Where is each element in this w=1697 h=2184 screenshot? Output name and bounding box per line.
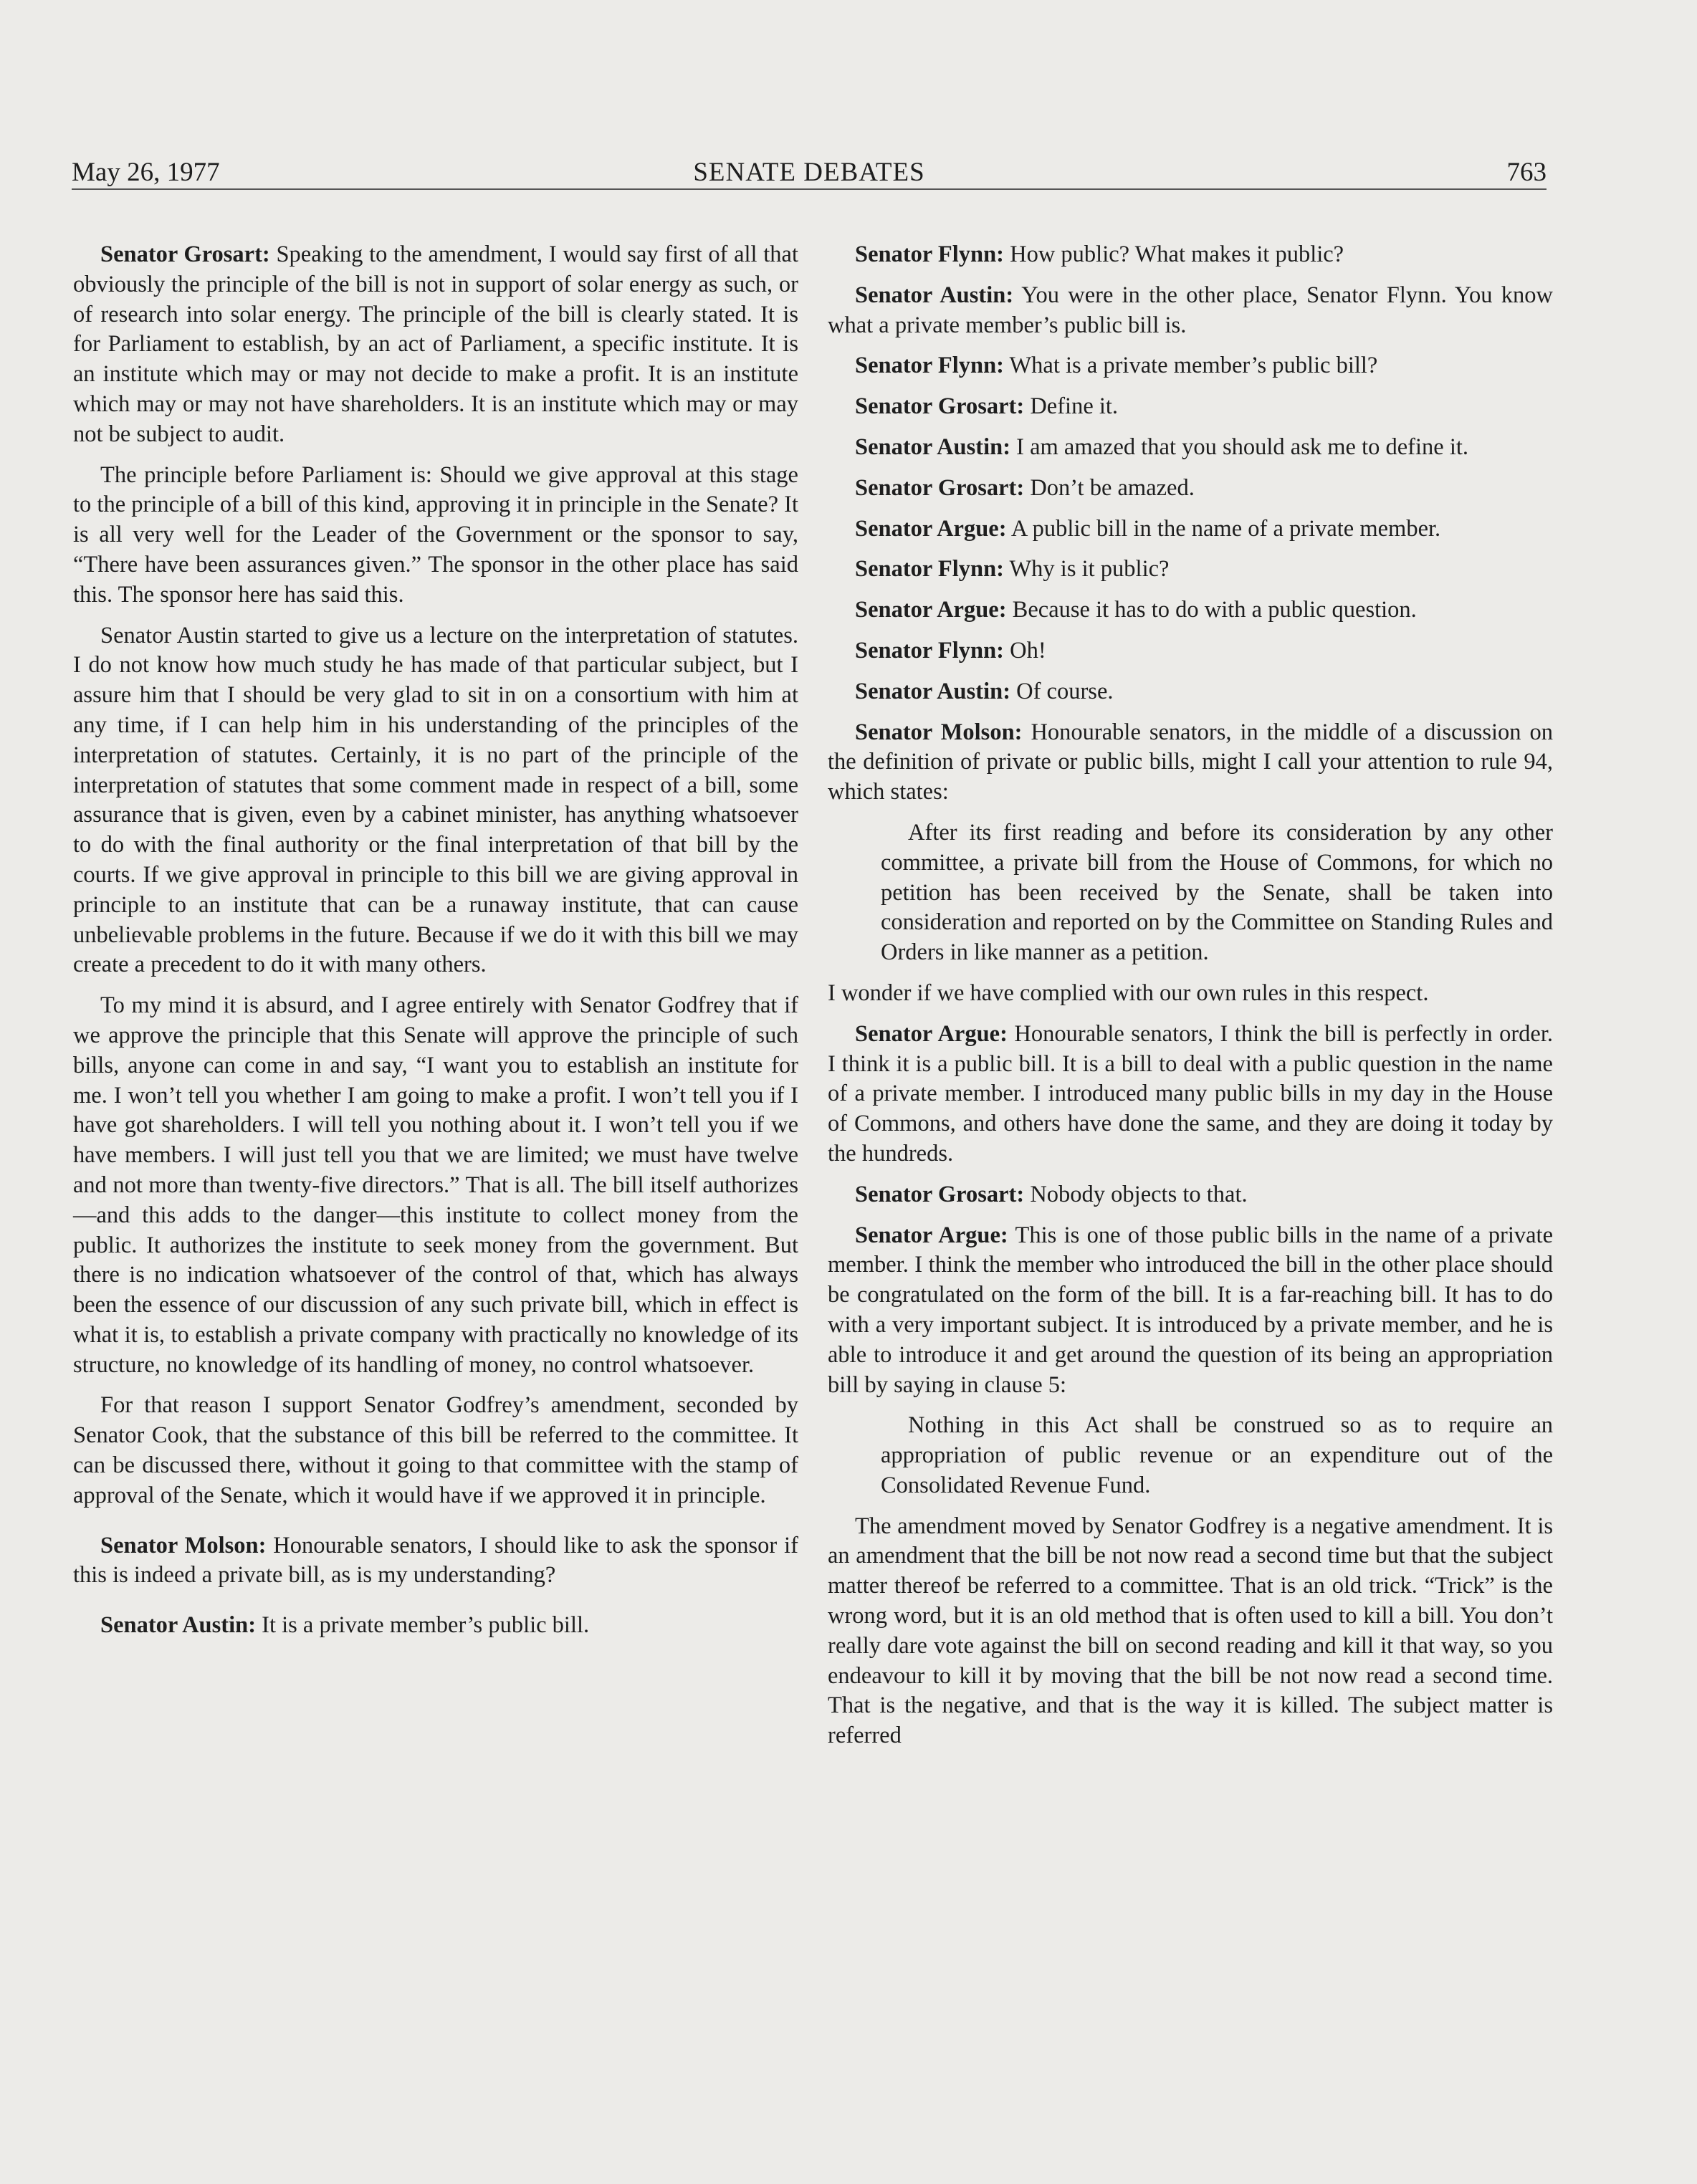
paragraph: The principle before Parliament is: Should we give approval at this stage to the principle of a bill of this kind, approving it in principle in the Senate? It is all very well for the Leader of the Government or the sponsor to say, “There have been assurances given.” The sponsor in the other place has said this. The sponsor here has said this. bbox=[73, 461, 798, 608]
speech-text: You were in the other place, Senator Flynn. You know what a private member’s public bill is. bbox=[828, 282, 1553, 338]
paragraph bbox=[73, 1611, 798, 1641]
speech-text: Why is it public? bbox=[1003, 556, 1170, 583]
left-column bbox=[73, 240, 798, 1652]
speaker-name: Senator Austin: bbox=[855, 282, 1014, 308]
block-quote: After its first reading and before its consideration by any other committee, a private bill from the House of Commons, for which no petition has been received by the Senate, shall be taken into consideration and reported on by the Committee on Standing Rules and Orders in like manner as a petition. bbox=[881, 819, 1553, 966]
paragraph bbox=[828, 555, 1553, 585]
paragraph bbox=[828, 1020, 1553, 1169]
paragraph bbox=[828, 636, 1553, 666]
paragraph bbox=[828, 1180, 1553, 1210]
speaker-name: Senator Austin: bbox=[855, 434, 1011, 460]
speech-text: I am amazed that you should ask me to define it. bbox=[1010, 434, 1469, 460]
speech-text: Honourable senators, I should like to ask the sponsor if this is indeed a private bill, as is my understanding? bbox=[73, 1532, 798, 1589]
paragraph: I wonder if we have complied with our own rules in this respect. bbox=[828, 980, 1429, 1006]
paragraph bbox=[828, 281, 1553, 341]
speaker-name: Senator Argue: bbox=[855, 515, 1007, 542]
speaker-name: Senator Argue: bbox=[855, 597, 1007, 623]
speech-text: Don’t be amazed. bbox=[1024, 474, 1195, 501]
speech-text: A public bill in the name of a private member. bbox=[1006, 515, 1441, 542]
header-date: May 26, 1977 bbox=[72, 158, 220, 187]
paragraph bbox=[828, 474, 1553, 504]
speech-text: Because it has to do with a public question. bbox=[1006, 597, 1417, 623]
paragraph bbox=[828, 433, 1553, 463]
speaker-name: Senator Molson: bbox=[855, 719, 1023, 745]
speech-text: Honourable senators, I think the bill is perfectly in order. I think it is a public bill. It is a bill to deal with a public question in the name of a private member. I introduced many public bills in my day in the House of Commons, and others have done the same, and they are doing it today by the hundreds. bbox=[828, 1020, 1553, 1167]
speech-text: Oh! bbox=[1003, 637, 1046, 664]
speaker-name: Senator Flynn: bbox=[855, 241, 1004, 267]
speaker-name: Senator Flynn: bbox=[855, 353, 1004, 379]
speaker-name: Senator Molson: bbox=[100, 1532, 267, 1558]
speech-text: What is a private member’s public bill? bbox=[1003, 353, 1378, 379]
speech-text: It is a private member’s public bill. bbox=[256, 1612, 590, 1639]
paragraph: The amendment moved by Senator Godfrey is a negative amendment. It is an amendment that the bill be not now read a second time but that the subject matter thereof be referred to a committee. That is an old trick. “Trick” is the wrong word, but it is an old method that is often used to kill a bill. You don’t really dare vote against the bill on second reading and kill it that way, so you endeavour to kill it by moving that the bill be not now read a second time. That is the negative, and that is the way it is killed. The subject matter is referred bbox=[828, 1513, 1553, 1749]
speaker-name: Senator Austin: bbox=[855, 678, 1011, 704]
paragraph bbox=[73, 1531, 798, 1591]
paragraph bbox=[828, 392, 1553, 422]
page-header bbox=[72, 153, 1547, 190]
speech-text: How public? What makes it public? bbox=[1003, 241, 1344, 267]
speaker-name: Senator Flynn: bbox=[855, 556, 1004, 583]
speaker-name: Senator Grosart: bbox=[855, 474, 1025, 501]
paragraph bbox=[828, 351, 1553, 381]
speaker-name: Senator Grosart: bbox=[100, 241, 270, 267]
block-quote: Nothing in this Act shall be construed so as to require an appropriation of public revenue or an expenditure out of the Consolidated Revenue Fund. bbox=[881, 1412, 1553, 1498]
page-number: 763 bbox=[1506, 158, 1547, 187]
paragraph bbox=[828, 514, 1553, 545]
header-title: SENATE DEBATES bbox=[693, 158, 925, 187]
speaker-name: Senator Argue: bbox=[855, 1222, 1008, 1248]
speaker-name: Senator Flynn: bbox=[855, 637, 1004, 664]
right-column bbox=[828, 240, 1553, 1762]
paragraph bbox=[828, 677, 1553, 707]
paragraph bbox=[73, 240, 798, 450]
speech-text: Speaking to the amendment, I would say first of all that obviously the principle of the bill is not in support of solar energy as such, or of research into solar energy. The principle of the bill is clearly stated. It is for Parliament to establish, by an act of Parliament, a specific institute. It is an institute which may or may not decide to make a profit. It is an institute which may or may not have shareholders. It is an institute which may or may not be subject to audit. bbox=[73, 241, 799, 447]
speech-text: Honourable senators, in the middle of a discussion on the definition of private or public bills, might I call your attention to rule 94, which states: bbox=[828, 719, 1553, 805]
speech-text: Of course. bbox=[1010, 678, 1114, 704]
speech-text: Nobody objects to that. bbox=[1024, 1181, 1248, 1207]
speaker-name: Senator Austin: bbox=[100, 1612, 257, 1639]
speech-text: This is one of those public bills in the name of a private member. I think the member who introduced the bill in the other place should be congratulated on the form of the bill. It is a far-reaching bill. It has to do with a very important subject. It is introduced by a private member, and he is able to introduce it and get around the question of its being an appropriation bill by saying in clause 5: bbox=[828, 1222, 1553, 1398]
speaker-name: Senator Argue: bbox=[855, 1020, 1008, 1047]
paragraph bbox=[828, 718, 1553, 808]
paragraph bbox=[828, 595, 1553, 626]
paragraph: To my mind it is absurd, and I agree entirely with Senator Godfrey that if we approve the principle that this Senate will approve the principle of such bills, anyone can come in and say, “I want you to establish an institute for me. I won’t tell you whether I am going to make a profit. I won’t tell you if I have got shareholders. I will tell you nothing about it. I won’t tell you if we have members. I will just tell you that we are limited; we must have twelve and not more than twenty-five directors.” That is all. The bill itself authorizes—and this adds to the danger—this institute to collect money from the public. It authorizes the institute to seek money from the government. But there is no indication whatsoever of the control of that, which has always been the essence of our discussion of any such private bill, which in effect is what it is, to establish a private company with practically no knowledge of its structure, no knowledge of its handling of money, no control whatsoever. bbox=[73, 992, 798, 1378]
paragraph: Senator Austin started to give us a lecture on the interpretation of statutes. I do not know how much study he has made of that particular subject, but I assure him that I should be very glad to sit in on a consortium with him at any time, if I can help him in his understanding of the principles of the interpretation of statutes. Certainly, it is no part of the principle of the interpretation of statutes that some comment made in respect of a bill, some assurance that is given, even by a cabinet minister, has anything whatsoever to do with the final authority or the final interpretation of that bill by the courts. If we give approval in principle to this bill we are giving approval in principle to an institute that can be a runaway institute, that can cause unbelievable problems in the future. Because if we do it with this bill we may create a precedent to do it with many others. bbox=[73, 622, 798, 978]
speech-text: Define it. bbox=[1024, 393, 1119, 420]
speaker-name: Senator Grosart: bbox=[855, 393, 1025, 420]
paragraph bbox=[828, 240, 1553, 270]
paragraph bbox=[828, 1221, 1553, 1401]
speaker-name: Senator Grosart: bbox=[855, 1181, 1025, 1207]
paragraph: For that reason I support Senator Godfrey’s amendment, seconded by Senator Cook, that the substance of this bill be referred to the committee. It can be discussed there, without it going to that committee with the stamp of approval of the Senate, which it would have if we approved it in principle. bbox=[73, 1392, 798, 1508]
